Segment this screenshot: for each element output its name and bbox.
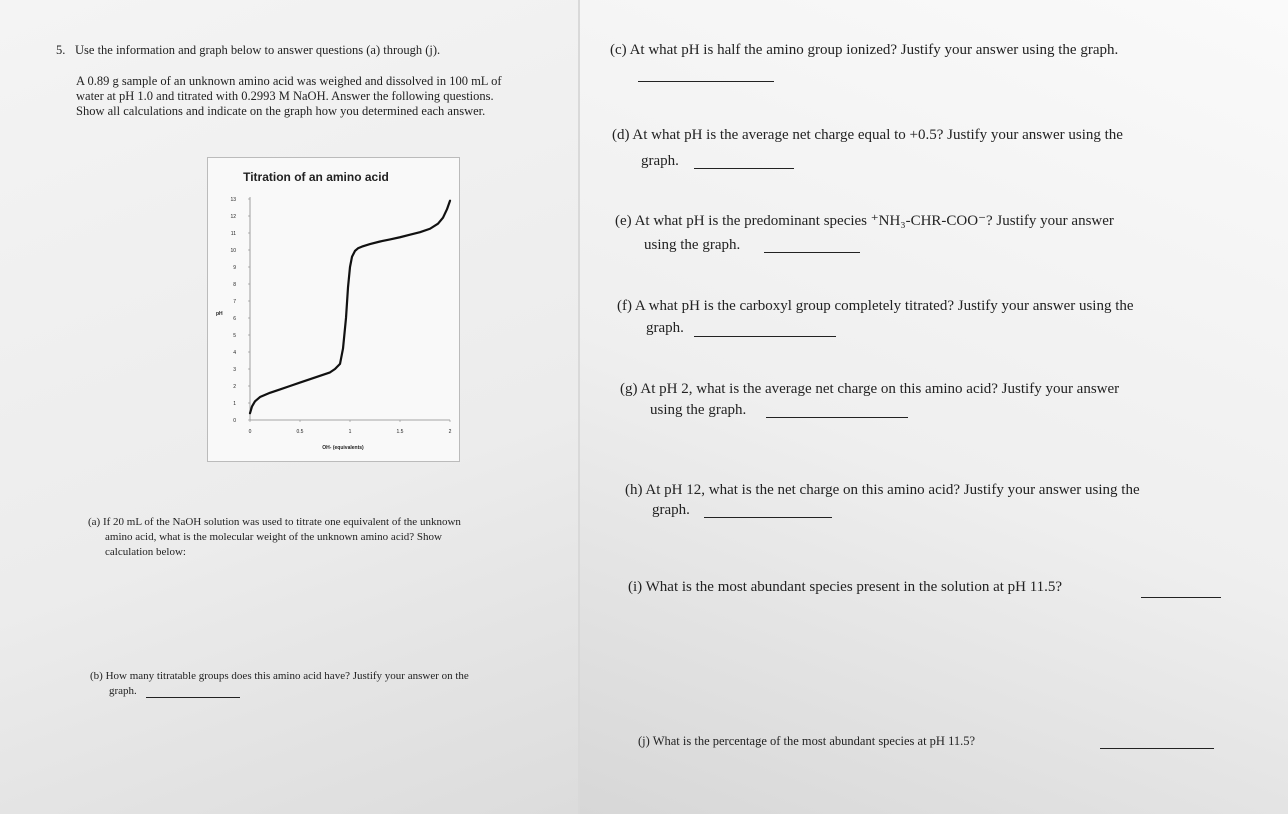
titration-chart [207, 157, 460, 462]
x-tick-label: 0 [248, 429, 252, 435]
y-axis-label: pH [216, 311, 223, 317]
y-tick-label: 0 [233, 418, 236, 424]
question-c-text: (c) At what pH is half the amino group ionized? Justify your answer using the graph. [610, 42, 1119, 58]
left-page [0, 0, 578, 814]
answer-blank-d[interactable] [694, 167, 794, 169]
answer-blank-i[interactable] [1141, 596, 1221, 598]
y-tick-label: 8 [233, 282, 236, 288]
question-j-text: (j) What is the percentage of the most abundant species at pH 11.5? [638, 734, 976, 748]
question-5-intro: Use the information and graph below to answer questions (a) through (j). [75, 43, 441, 57]
question-b-text: (b) How many titratable groups does this amino acid have? Justify your answer on the [90, 670, 469, 682]
y-tick-label: 1 [233, 401, 236, 407]
question-d-text: (d) At what pH is the average net charge equal to +0.5? Justify your answer using the [612, 127, 1123, 143]
titration-curve-line [250, 201, 450, 414]
y-tick-label: 3 [233, 367, 236, 373]
question-h-text: (h) At pH 12, what is the net charge on this amino acid? Justify your answer using the [625, 482, 1140, 498]
answer-blank-c[interactable] [638, 80, 774, 82]
question-a-text: amino acid, what is the molecular weight of the unknown amino acid? Show [105, 531, 442, 543]
question-a-text: (a) If 20 mL of the NaOH solution was used to titrate one equivalent of the unknown [88, 516, 461, 528]
answer-blank-f[interactable] [694, 335, 836, 337]
question-5-number: 5. [56, 43, 66, 57]
question-i-text: (i) What is the most abundant species present in the solution at pH 11.5? [628, 579, 1063, 595]
question-a-text: calculation below: [105, 546, 186, 558]
y-tick-label: 5 [233, 333, 236, 339]
x-axis-label: OH- (equivalents) [322, 445, 364, 451]
y-tick-label: 9 [233, 265, 236, 271]
x-tick-label: 1 [348, 429, 352, 435]
right-page [580, 0, 1288, 814]
problem-paragraph-line: water at pH 1.0 and titrated with 0.2993 M NaOH. Answer the following questions. [76, 89, 494, 103]
x-tick-label: 0.5 [296, 429, 304, 435]
question-h-text: graph. [652, 502, 690, 518]
answer-blank-e[interactable] [764, 251, 860, 253]
question-e-text: (e) At what pH is the predominant species ⁺NH₃-CHR-COO⁻? Justify your answer [615, 213, 1114, 229]
y-tick-label: 11 [230, 231, 236, 237]
question-f-text: (f) A what pH is the carboxyl group completely titrated? Justify your answer using the [617, 298, 1134, 314]
question-d-text: graph. [641, 153, 679, 169]
answer-blank-b[interactable] [146, 696, 240, 698]
problem-paragraph-line: Show all calculations and indicate on the graph how you determined each answer. [76, 104, 486, 118]
question-e-text: using the graph. [644, 237, 741, 253]
problem-paragraph-line: A 0.89 g sample of an unknown amino acid was weighed and dissolved in 100 mL of [76, 74, 502, 88]
x-tick-label: 2 [448, 429, 452, 435]
answer-blank-j[interactable] [1100, 747, 1214, 749]
series [250, 201, 450, 414]
answer-blank-g[interactable] [766, 416, 908, 418]
question-b-text: graph. [109, 685, 137, 697]
y-tick-label: 7 [233, 299, 236, 305]
y-tick-label: 4 [233, 350, 236, 356]
question-g-text: using the graph. [650, 402, 747, 418]
y-tick-label: 13 [230, 197, 236, 203]
question-f-text: graph. [646, 320, 684, 336]
y-tick-label: 10 [230, 248, 236, 254]
answer-blank-h[interactable] [704, 516, 832, 518]
y-tick-label: 6 [233, 316, 236, 322]
x-tick-label: 1.5 [396, 429, 404, 435]
y-tick-label: 12 [230, 214, 236, 220]
y-tick-label: 2 [233, 384, 236, 390]
chart-svg [208, 158, 459, 461]
chart-title: Titration of an amino acid [243, 170, 389, 184]
axes [248, 197, 450, 422]
question-g-text: (g) At pH 2, what is the average net charge on this amino acid? Justify your answer [620, 381, 1120, 397]
